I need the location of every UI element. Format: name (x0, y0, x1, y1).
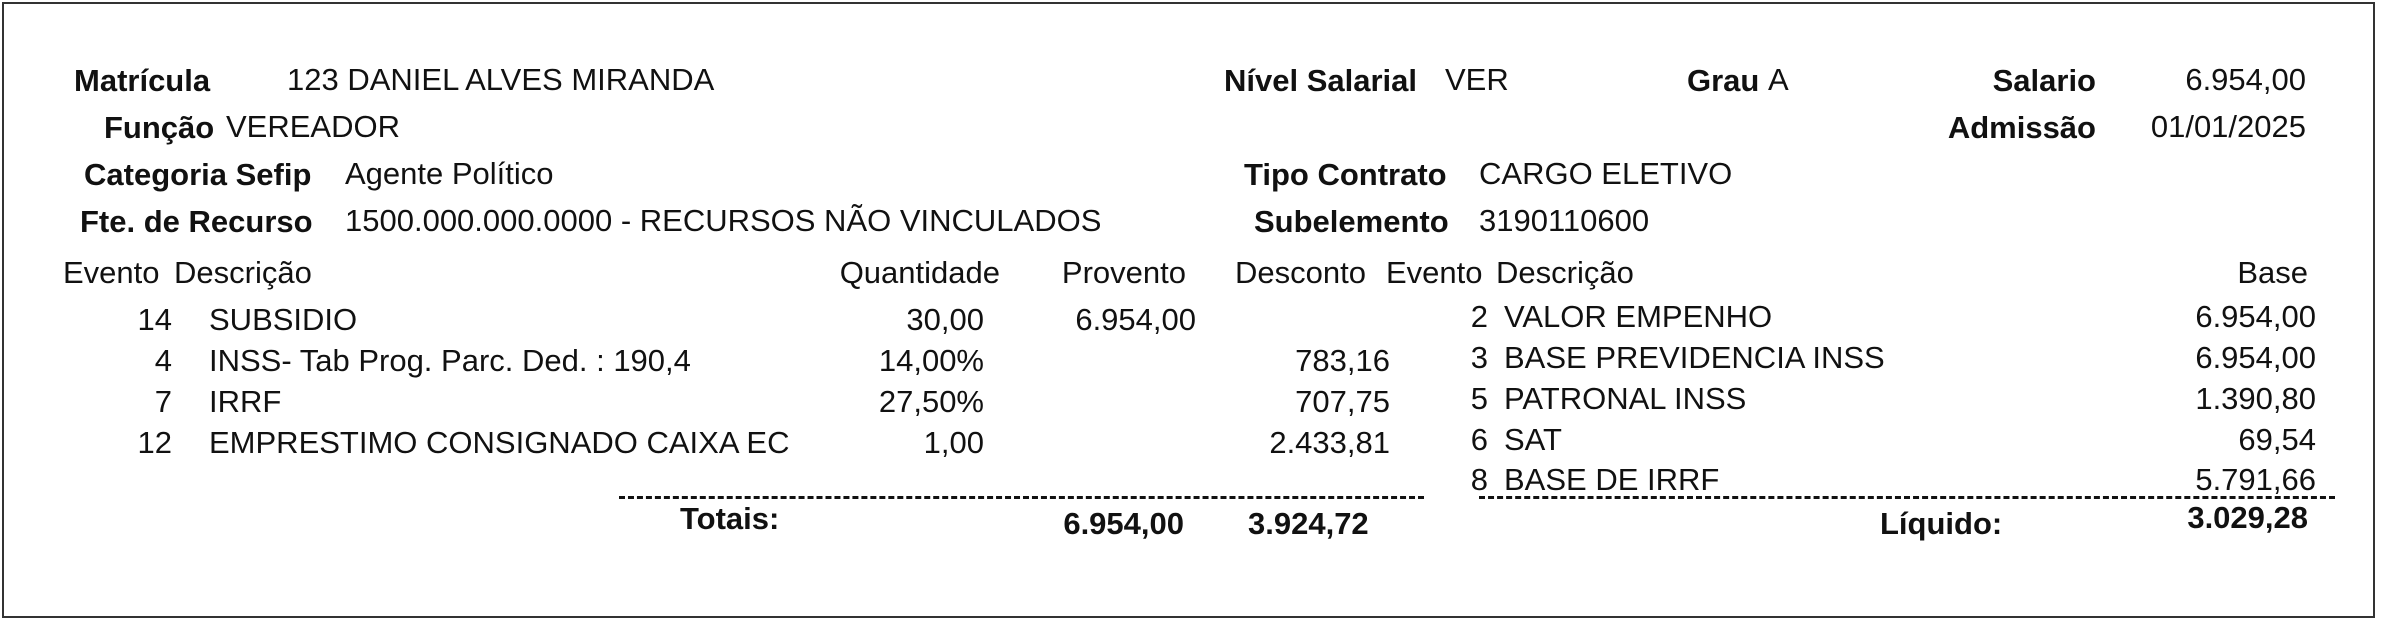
base-valor: 5.791,66 (2195, 462, 2316, 497)
totais-label: Totais: (680, 501, 780, 536)
evento-desconto: 707,75 (1295, 384, 1390, 419)
evento-codigo: 14 (137, 302, 172, 337)
salario-value: 6.954,00 (2185, 62, 2306, 97)
liquido-value: 3.029,28 (2187, 500, 2308, 535)
fonte-recurso-value: 1500.000.000.0000 - RECURSOS NÃO VINCULADOS (345, 203, 1102, 238)
col-header-provento: Provento (1061, 255, 1186, 290)
base-descricao: VALOR EMPENHO (1504, 299, 1773, 334)
fonte-recurso-label: Fte. de Recurso (80, 204, 313, 239)
base-descricao: BASE DE IRRF (1504, 462, 1720, 497)
evento-quantidade: 14,00% (878, 343, 984, 378)
total-descontos: 3.924,72 (1248, 506, 1369, 541)
liquido-label: Líquido: (1880, 506, 2003, 541)
base-valor: 69,54 (2238, 422, 2316, 457)
col-header-evento: Evento (63, 255, 160, 290)
evento-quantidade: 27,50% (878, 384, 984, 419)
evento-desconto: 783,16 (1295, 343, 1390, 378)
col-header-descricao-base: Descrição (1496, 255, 1634, 290)
evento-codigo: 4 (154, 343, 172, 378)
funcao-label: Função (104, 110, 215, 145)
base-codigo: 3 (1470, 340, 1488, 375)
subelemento-value: 3190110600 (1479, 203, 1650, 238)
base-codigo: 2 (1470, 299, 1488, 334)
col-header-evento-base: Evento (1386, 255, 1483, 290)
evento-codigo: 7 (154, 384, 172, 419)
evento-desconto: 2.433,81 (1269, 425, 1390, 460)
salario-label: Salario (1992, 63, 2096, 98)
categoria-sefip-value: Agente Político (345, 156, 554, 191)
evento-quantidade: 1,00 (923, 425, 984, 460)
evento-quantidade: 30,00 (906, 302, 984, 337)
grau-value: A (1768, 62, 1789, 97)
tipo-contrato-label: Tipo Contrato (1244, 157, 1447, 192)
base-valor: 6.954,00 (2195, 299, 2316, 334)
funcao-value: VEREADOR (226, 109, 400, 144)
totals-separator-right (1479, 496, 2335, 499)
evento-descricao: INSS- Tab Prog. Parc. Ded. : 190,4 (209, 343, 691, 378)
nivel-salarial-value: VER (1445, 62, 1509, 97)
tipo-contrato-value: CARGO ELETIVO (1479, 156, 1733, 191)
base-codigo: 5 (1470, 381, 1488, 416)
base-descricao: SAT (1504, 422, 1562, 457)
evento-descricao: SUBSIDIO (209, 302, 358, 337)
payslip-frame (2, 2, 2375, 618)
evento-provento: 6.954,00 (1075, 302, 1196, 337)
grau-label: Grau (1687, 63, 1760, 98)
col-header-quantidade: Quantidade (839, 255, 1000, 290)
evento-codigo: 12 (137, 425, 172, 460)
total-proventos: 6.954,00 (1063, 506, 1184, 541)
col-header-descricao: Descrição (174, 255, 312, 290)
base-valor: 1.390,80 (2195, 381, 2316, 416)
matricula-label: Matrícula (74, 63, 211, 98)
evento-descricao: IRRF (209, 384, 282, 419)
base-descricao: BASE PREVIDENCIA INSS (1504, 340, 1885, 375)
admissao-value: 01/01/2025 (2150, 109, 2306, 144)
col-header-base: Base (2237, 255, 2308, 290)
nivel-salarial-label: Nível Salarial (1224, 63, 1418, 98)
categoria-sefip-label: Categoria Sefip (84, 157, 312, 192)
admissao-label: Admissão (1947, 110, 2096, 145)
col-header-desconto: Desconto (1235, 255, 1366, 290)
base-codigo: 6 (1470, 422, 1488, 457)
matricula-value: 123 DANIEL ALVES MIRANDA (287, 62, 715, 97)
base-valor: 6.954,00 (2195, 340, 2316, 375)
base-descricao: PATRONAL INSS (1504, 381, 1747, 416)
base-codigo: 8 (1470, 462, 1488, 497)
totals-separator-left (619, 496, 1424, 499)
subelemento-label: Subelemento (1254, 204, 1449, 239)
evento-descricao: EMPRESTIMO CONSIGNADO CAIXA EC (209, 425, 790, 460)
